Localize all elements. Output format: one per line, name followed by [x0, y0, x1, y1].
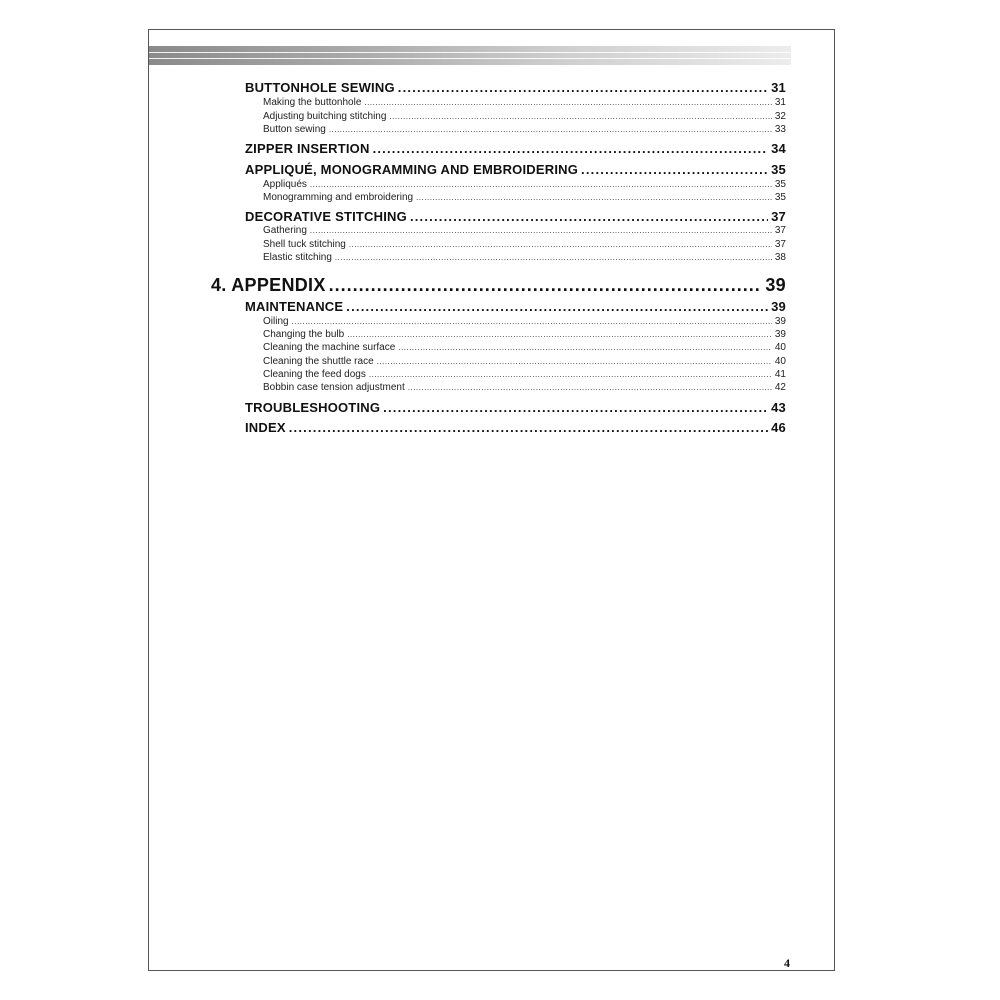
toc-item: [263, 111, 786, 122]
toc-item-title: Button sewing: [263, 124, 326, 135]
toc-page-number: 31: [771, 80, 786, 95]
toc-item: [263, 225, 786, 236]
dot-leader: [329, 275, 763, 296]
toc-item-title: Shell tuck stitching: [263, 239, 346, 250]
toc-item-title: Cleaning the shuttle race: [263, 356, 374, 367]
toc-page-number: 33: [774, 124, 786, 135]
toc-section-title: DECORATIVE STITCHING: [245, 209, 407, 224]
toc-chapter-title: 4. APPENDIX: [211, 275, 326, 295]
toc-item: [263, 252, 786, 263]
toc-page-number: 42: [774, 382, 786, 393]
toc-section-troubleshooting: [245, 400, 786, 415]
toc-item: [263, 382, 786, 393]
dot-leader: [310, 180, 772, 189]
toc-page-number: 34: [771, 141, 786, 156]
dot-leader: [289, 420, 768, 435]
toc-item-title: Changing the bulb: [263, 329, 345, 340]
header-gradient-bar: [149, 46, 791, 65]
toc-page-number: 37: [771, 209, 786, 224]
toc-page-number: 39: [771, 299, 786, 314]
toc-page-number: 39: [774, 329, 786, 340]
dot-leader: [346, 299, 768, 314]
dot-leader: [335, 253, 772, 262]
dot-leader: [310, 226, 772, 235]
toc-page-number: 37: [774, 239, 786, 250]
toc-item: [263, 316, 786, 327]
toc-item-title: Gathering: [263, 225, 307, 236]
toc-item-title: Adjusting buitching stitching: [263, 111, 387, 122]
toc-item-title: Making the buttonhole: [263, 97, 362, 108]
toc-item: [263, 239, 786, 250]
toc-page-number: 39: [774, 316, 786, 327]
dot-leader: [364, 98, 771, 107]
dot-leader: [389, 112, 771, 121]
toc-item-title: Cleaning the feed dogs: [263, 369, 366, 380]
toc-page-number: 31: [774, 97, 786, 108]
toc-item-title: Bobbin case tension adjustment: [263, 382, 405, 393]
toc-page-number: 40: [774, 342, 786, 353]
toc-item: [263, 342, 786, 353]
toc-item-title: Cleaning the machine surface: [263, 342, 396, 353]
dot-leader: [408, 383, 772, 392]
document-page: [148, 29, 835, 971]
toc-section-decorative-stitching: [245, 209, 786, 224]
dot-leader: [383, 400, 768, 415]
toc-section-title: TROUBLESHOOTING: [245, 400, 381, 415]
toc-section-index: [245, 420, 786, 435]
toc-page-number: 41: [774, 369, 786, 380]
toc-page-number: 35: [774, 192, 786, 203]
dot-leader: [398, 80, 768, 95]
dot-leader: [398, 343, 772, 352]
page-number: 4: [784, 956, 790, 970]
toc-page-number: 46: [771, 420, 786, 435]
dot-leader: [377, 357, 772, 366]
dot-leader: [292, 317, 772, 326]
dot-leader: [581, 162, 768, 177]
dot-leader: [416, 193, 772, 202]
toc-section-title: INDEX: [245, 420, 286, 435]
toc-item: [263, 369, 786, 380]
dot-leader: [369, 370, 772, 379]
dot-leader: [373, 141, 769, 156]
toc-section-zipper-insertion: [245, 141, 786, 156]
toc-page-number: 39: [765, 275, 786, 295]
toc-item: [263, 356, 786, 367]
dot-leader: [329, 125, 772, 134]
toc-item-title: Oiling: [263, 316, 289, 327]
toc-item-title: Monogramming and embroidering: [263, 192, 414, 203]
toc-item: [263, 124, 786, 135]
toc-section-title: BUTTONHOLE SEWING: [245, 80, 395, 95]
toc-item: [263, 192, 786, 203]
toc-item: [263, 329, 786, 340]
toc-item: [263, 97, 786, 108]
toc-item-title: Appliqués: [263, 179, 307, 190]
toc-item-title: Elastic stitching: [263, 252, 332, 263]
toc-page-number: 37: [774, 225, 786, 236]
toc-page-number: 35: [774, 179, 786, 190]
dot-leader: [349, 240, 772, 249]
toc-page-number: 35: [771, 162, 786, 177]
toc-section-title: MAINTENANCE: [245, 299, 344, 314]
toc-page-number: 43: [771, 400, 786, 415]
toc-item: [263, 179, 786, 190]
toc-section-title: APPLIQUÉ, MONOGRAMMING AND EMBROIDERING: [245, 162, 579, 177]
toc-page-number: 38: [774, 252, 786, 263]
toc-section-buttonhole-sewing: [245, 80, 786, 95]
dot-leader: [410, 209, 768, 224]
dot-leader: [347, 330, 772, 339]
toc-section-maintenance: [245, 299, 786, 314]
toc-page-number: 32: [774, 111, 786, 122]
toc-chapter-appendix: [211, 275, 786, 296]
toc-section-applique: [245, 162, 786, 177]
toc-page-number: 40: [774, 356, 786, 367]
toc-section-title: ZIPPER INSERTION: [245, 141, 370, 156]
